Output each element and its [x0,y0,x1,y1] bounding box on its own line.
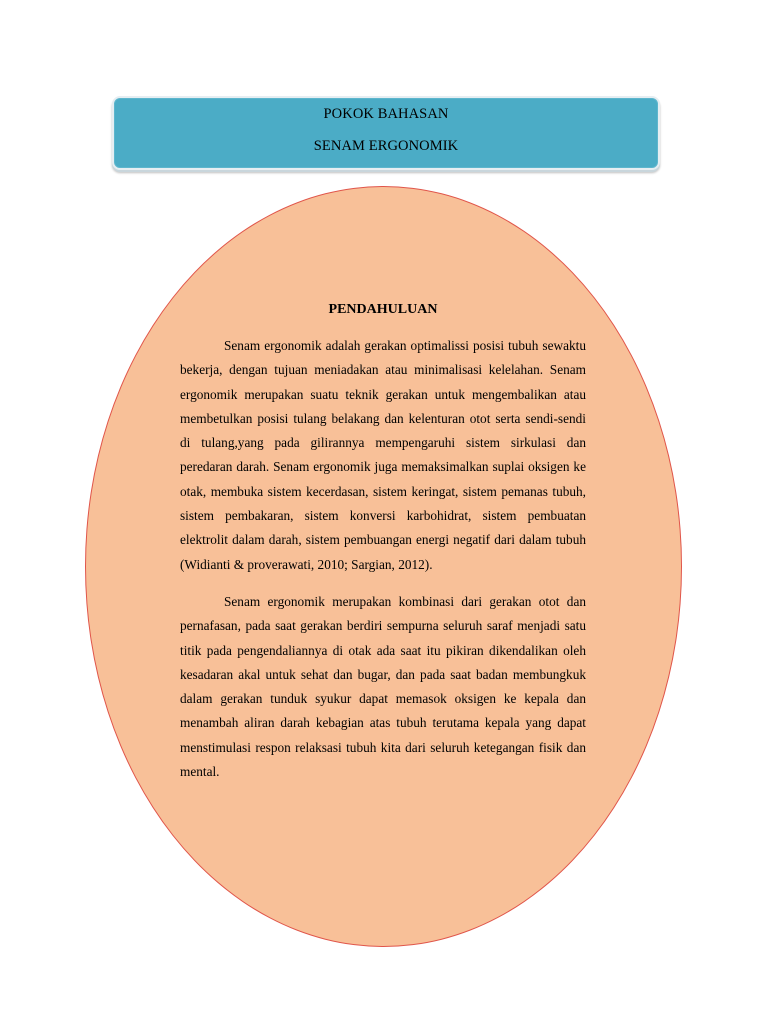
section-title: PENDAHULUAN [328,302,438,317]
header-label: POKOK BAHASAN [323,106,449,122]
oval-content [180,298,586,784]
paragraph-1: Senam ergonomik adalah gerakan optimalissi posisi tubuh sewaktu bekerja, dengan tujuan meniadakan atau minimalisasi kelelahan. Senam ergonomik merupakan suatu teknik gerakan untuk mengembalikan atau membetulkan posisi tulang belakang dan kelenturan otot serta sendi-sendi di tulang,yang pada gilirannya mempengaruhi sistem sirkulasi dan peredaran darah. Senam ergonomik juga memaksimalkan suplai oksigen ke otak, membuka sistem kecerdasan, sistem keringat, sistem pemanas tubuh, sistem pembakaran, sistem konversi karbohidrat, sistem pembuatan elektrolit dalam darah, sistem pembuangan energi negatif dari dalam tubuh (Widianti & proverawati, 2010; Sargian, 2012). [180,338,586,572]
paragraph-2: Senam ergonomik merupakan kombinasi dari gerakan otot dan pernafasan, pada saat gerakan berdiri sempurna seluruh saraf menjadi satu titik pada pengendaliannya di otak ada saat itu pikiran dikendalikan oleh kesadaran akal untuk sehat dan bugar, dan pada saat badan membungkuk dalam gerakan tunduk syukur dapat memasok oksigen ke kepala dan menambah aliran darah kebagian atas tubuh terutama kepala yang dapat menstimulasi respon relaksasi tubuh kita dari seluruh ketegangan fisik dan mental. [180,593,586,780]
topic-header-box [112,96,660,170]
header-topic-title: SENAM ERGONOMIK [313,138,459,154]
